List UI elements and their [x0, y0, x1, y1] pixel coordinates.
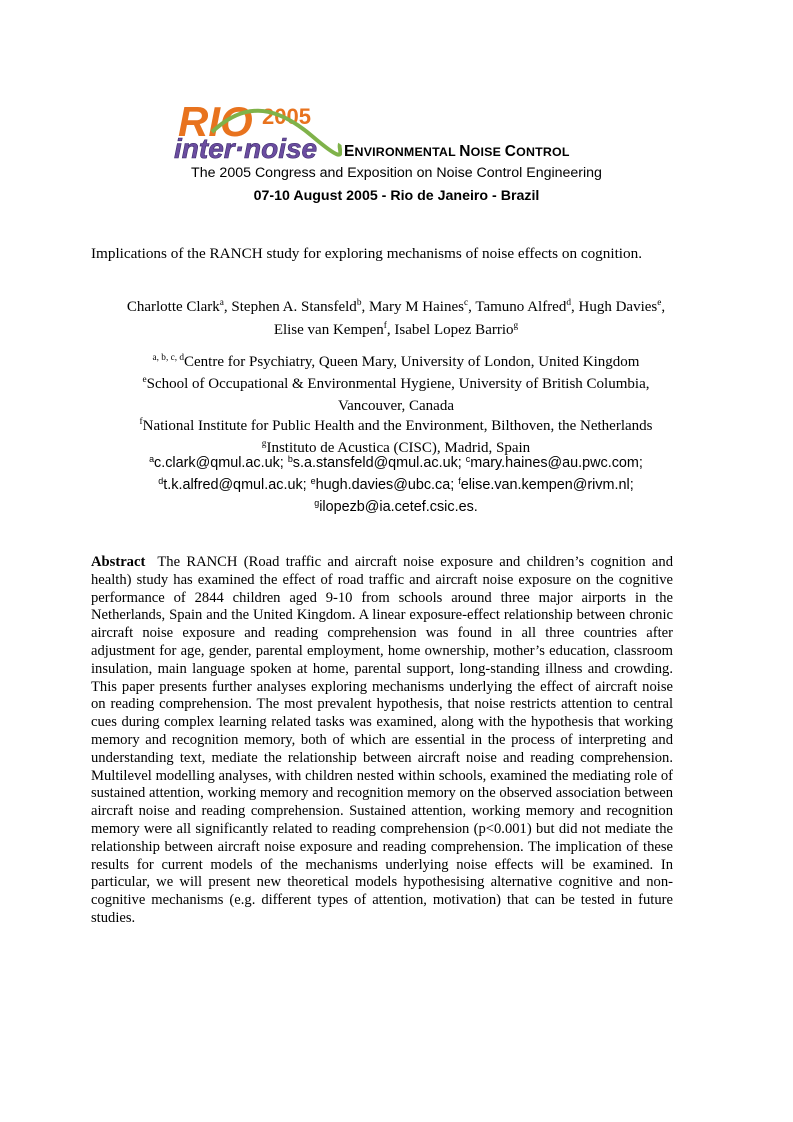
author-list — [86, 297, 706, 343]
author-affil-mark: f — [383, 321, 387, 332]
author-line-2: Elise van Kempen$^f$, Isabel Lopez Barrio$^g$ — [273, 321, 519, 338]
affiliation-list — [86, 352, 706, 460]
email-link[interactable]: hugh.davies@ubc.ca; — [315, 477, 459, 493]
email-link[interactable]: elise.van.kempen@rivm.nl; — [460, 477, 634, 493]
author-name: Stephen A. Stansfeld — [231, 299, 357, 315]
author-affil-mark: a — [219, 298, 224, 309]
email-link[interactable]: t.k.alfred@qmul.ac.uk; — [163, 477, 311, 493]
conference-logo — [172, 96, 342, 162]
abstract-section — [91, 554, 673, 928]
affiliation-item: $^e$School of Occupational & Environmental Hygiene, University of British Columbia, — [142, 375, 650, 392]
conference-title: ENVIRONMENTAL NOISE CONTROL — [344, 143, 570, 160]
author-name: Elise van Kempen — [273, 322, 384, 338]
conference-date-location: 07-10 August 2005 - Rio de Janeiro - Brazil — [253, 188, 540, 204]
affiliation-item: $^{a, b, c, d}$Centre for Psychiatry, Queen Mary, University of London, United Kingdom — [152, 353, 640, 370]
abstract-heading: Abstract — [91, 554, 146, 570]
email-list — [86, 453, 706, 519]
affiliation-item: $^f$National Institute for Public Health and the Environment, Bilthoven, the Netherlands — [139, 417, 653, 434]
author-affil-mark: b — [356, 298, 362, 309]
email-link[interactable]: ilopezb@ia.cetef.csic.es. — [319, 499, 478, 515]
email-link[interactable]: c.clark@qmul.ac.uk; — [154, 455, 288, 471]
author-name: Mary M Haines — [368, 299, 464, 315]
author-affil-mark: g — [513, 321, 519, 332]
author-name: Tamuno Alfred — [475, 299, 567, 315]
logo-graphic — [172, 96, 342, 162]
author-affil-mark: c — [463, 298, 469, 309]
email-line-3: $^g$ilopezb@ia.cetef.csic.es. — [314, 497, 478, 515]
author-affil-mark: d — [566, 298, 571, 309]
email-line-1: $^a$c.clark@qmul.ac.uk; $^b$s.a.stansfeld@qmul.ac.uk; $^c$mary.haines@au.pwc.com; — [149, 453, 643, 471]
email-link[interactable]: mary.haines@au.pwc.com; — [470, 455, 643, 471]
affiliation-item: Vancouver, Canada — [337, 398, 454, 414]
author-name: Isabel Lopez Barrio — [394, 322, 514, 338]
affiliation-item: $^g$Instituto de Acustica (CISC), Madrid, Spain — [261, 439, 531, 456]
paper-title: Implications of the RANCH study for exploring mechanisms of noise effects on cognition. — [91, 245, 643, 262]
author-name: Charlotte Clark — [126, 299, 220, 315]
abstract-body: The RANCH (Road traffic and aircraft noise exposure and children’s cognition and health) study has examined the effect of road traffic and aircraft noise exposure on the cognitive performance of 2844 children aged 9-10 from schools around three major airports in the Netherlands, Spain and the United Kingdom. A linear exposure-effect relationship between chronic aircraft noise exposure and reading comprehension was found in all three countries after adjustment for age, gender, parental employment, home ownership, mother’s education, classroom insulation, main language spoken at home, parental support, long-standing illness and crowding. This paper presents further analyses exploring mechanisms underlying the effect of aircraft noise on reading comprehension. The most prevalent hypothesis, that noise restricts attention to central cues during complex learning related tasks was examined, along with the hypothesis that working memory and recognition memory, both of which are essential in the process of interpreting and understanding text, mediate the relationship between aircraft noise and reading comprehension. Multilevel modelling analyses, with children nested within schools, examined the mediating role of sustained attention, working memory and recognition memory on the observed association between aircraft noise and reading comprehension. Sustained attention, working memory and recognition memory were all significantly related to reading comprehension (p<0.001) but did not mediate the relationship between aircraft noise exposure and reading comprehension. The implication of these results for current models of the mechanisms underlying noise effects will be examined. In particular, we will present new theoretical models hypothesising alternative cognitive and non-cognitive mechanisms (e.g. different types of attention, motivation) that can be tested in future studies. — [91, 554, 673, 926]
author-name: Hugh Davies — [578, 299, 658, 315]
author-line-1: Charlotte Clark$^a$, Stephen A. Stansfeld$^b$, Mary M Haines$^c$, Tamuno Alfred$^d$, Hugh Davies$^e$, — [126, 298, 666, 315]
logo-rio-text: RIO — [178, 98, 253, 145]
logo-brand-text: inter·noise — [174, 133, 318, 162]
email-link[interactable]: s.a.stansfeld@qmul.ac.uk; — [292, 455, 466, 471]
logo-year-text: 2005 — [262, 104, 311, 129]
author-affil-mark: e — [657, 298, 662, 309]
email-line-2: $^d$t.k.alfred@qmul.ac.uk; $^e$hugh.davies@ubc.ca; $^f$elise.van.kempen@rivm.nl; — [158, 475, 634, 493]
conference-subtitle: The 2005 Congress and Exposition on Noise Control Engineering — [191, 165, 602, 181]
